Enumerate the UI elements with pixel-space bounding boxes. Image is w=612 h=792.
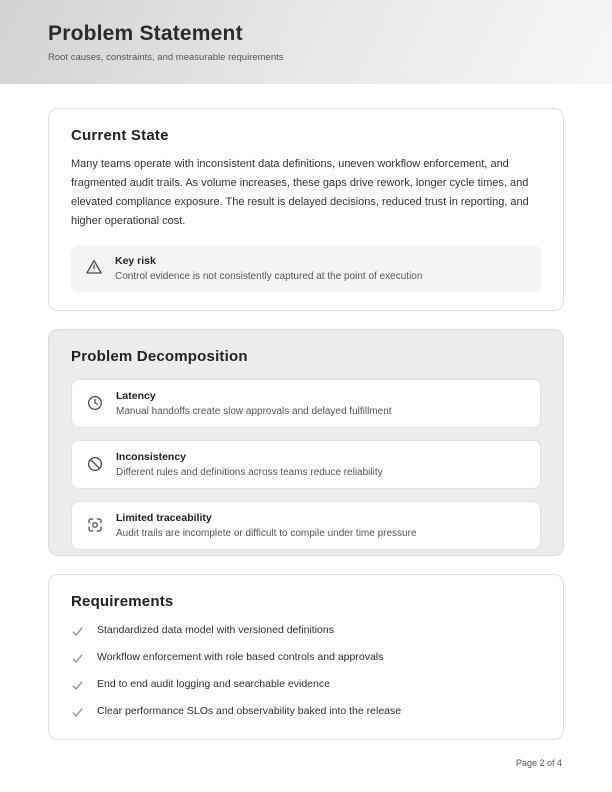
page-subtitle: Root causes, constraints, and measurable requirements xyxy=(48,52,284,63)
key-risk-text xyxy=(115,255,422,282)
decomposition-item-description: Different rules and definitions across teams reduce reliability xyxy=(116,467,383,478)
decomposition-title: Problem Decomposition xyxy=(71,348,248,365)
requirement-text: Clear performance SLOs and observability baked into the release xyxy=(97,705,402,717)
card-current-state xyxy=(48,108,564,311)
current-state-title: Current State xyxy=(71,127,169,144)
decomposition-item-text xyxy=(116,512,417,539)
decomposition-item-inconsistency xyxy=(71,440,541,489)
current-state-body: Many teams operate with inconsistent data definitions, uneven workflow enforcement, and fragmented audit trails. As volume increases, these gaps drive rework, longer cycle times, and elevated compliance exposure. The result is delayed decisions, reduced trust in reporting, and higher operational cost. xyxy=(71,158,529,227)
page-title: Problem Statement xyxy=(48,22,243,45)
decomposition-item-title: Latency xyxy=(116,390,156,402)
clock-icon xyxy=(86,390,104,412)
decomposition-item-title: Limited traceability xyxy=(116,512,212,524)
requirements-title: Requirements xyxy=(71,593,174,610)
key-risk-title: Key risk xyxy=(115,255,156,267)
requirement-item xyxy=(71,678,541,692)
requirements-list xyxy=(71,624,541,719)
card-requirements xyxy=(48,574,564,740)
requirement-item xyxy=(71,651,541,665)
decomposition-item-description: Manual handoffs create slow approvals and delayed fulfillment xyxy=(116,406,392,417)
page-header xyxy=(0,0,612,84)
check-icon xyxy=(71,651,84,665)
check-icon xyxy=(71,678,84,692)
check-icon xyxy=(71,624,84,638)
card-problem-decomposition xyxy=(48,329,564,556)
decomposition-item-text xyxy=(116,451,383,478)
requirement-item xyxy=(71,624,541,638)
traceability-scan-icon xyxy=(86,512,104,534)
decomposition-item-title: Inconsistency xyxy=(116,451,187,463)
page-content xyxy=(0,108,612,740)
check-icon xyxy=(71,705,84,719)
prohibited-icon xyxy=(86,451,104,473)
page-number: Page 2 of 4 xyxy=(515,758,562,768)
warning-triangle-icon xyxy=(85,255,103,276)
requirement-item xyxy=(71,705,541,719)
decomposition-item-traceability xyxy=(71,501,541,550)
requirement-text: Standardized data model with versioned definitions xyxy=(97,624,334,636)
decomposition-item-latency xyxy=(71,379,541,428)
requirement-text: End to end audit logging and searchable evidence xyxy=(97,678,330,690)
key-risk-description: Control evidence is not consistently captured at the point of execution xyxy=(115,271,423,282)
decomposition-item-description: Audit trails are incomplete or difficult to compile under time pressure xyxy=(116,528,417,539)
requirement-text: Workflow enforcement with role based controls and approvals xyxy=(97,651,384,663)
decomposition-item-text xyxy=(116,390,392,417)
key-risk-callout xyxy=(71,245,541,292)
